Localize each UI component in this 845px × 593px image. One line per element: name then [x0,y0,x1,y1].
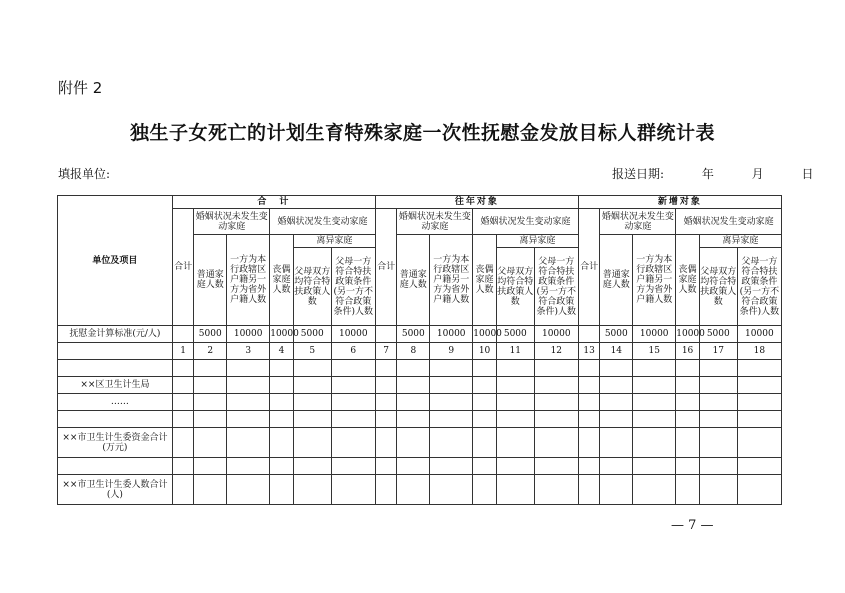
data-cell[interactable] [496,377,534,394]
data-cell[interactable] [699,411,737,428]
data-cell[interactable] [534,377,578,394]
data-cell[interactable] [331,428,375,458]
data-cell[interactable] [194,458,227,475]
data-cell[interactable] [496,411,534,428]
header-single-parent: 父母一方符合特扶政策条件(另一方不符合政策条件)人数 [331,248,375,326]
empty-cell [58,343,173,360]
data-cell[interactable] [578,377,600,394]
data-cell[interactable] [172,411,194,428]
table-row [58,475,782,505]
data-cell[interactable] [293,428,331,458]
data-cell[interactable] [496,458,534,475]
data-cell[interactable] [676,377,700,394]
column-number-cell: 1 [172,343,194,360]
data-cell[interactable] [737,475,781,505]
row-label-header: 单位及项目 [58,196,173,326]
report-date-label: 报送日期: 年 月 日 [612,167,814,181]
standard-value-cell: 10000 [430,326,473,343]
data-cell[interactable] [375,475,397,505]
data-cell[interactable] [534,475,578,505]
data-cell[interactable] [227,475,270,505]
standard-value-cell: 5000 [293,326,331,343]
data-cell[interactable] [578,411,600,428]
data-cell[interactable] [430,394,473,411]
data-cell[interactable] [375,428,397,458]
data-cell[interactable] [633,360,676,377]
data-cell[interactable] [172,475,194,505]
data-cell[interactable] [270,394,294,411]
data-cell[interactable] [578,428,600,458]
data-cell[interactable] [737,377,781,394]
data-cell[interactable] [293,411,331,428]
data-cell[interactable] [172,428,194,458]
data-cell[interactable] [600,475,633,505]
data-cell[interactable] [699,428,737,458]
data-cell[interactable] [699,475,737,505]
standard-value-cell: 10000 [737,326,781,343]
data-cell[interactable] [270,360,294,377]
column-number-cell: 11 [496,343,534,360]
page-title: 独生子女死亡的计划生育特殊家庭一次性抚慰金发放目标人群统计表 [129,122,715,144]
row-label: ××市卫生计生委资金合计(万元) [58,428,173,458]
data-cell[interactable] [270,377,294,394]
header-total: 合计 [375,209,397,326]
column-number-cell: 5 [293,343,331,360]
data-cell[interactable] [633,458,676,475]
data-cell[interactable] [331,360,375,377]
column-number-cell: 13 [578,343,600,360]
group-header-new: 新增对象 [578,196,781,209]
data-cell[interactable] [473,360,497,377]
standard-value-cell: 10000 [473,326,497,343]
data-cell[interactable] [737,458,781,475]
header-both-parents: 父母双方均符合特扶政策人数 [293,248,331,326]
column-number-cell: 10 [473,343,497,360]
data-cell[interactable] [496,475,534,505]
attachment-label: 附件 2 [58,79,103,97]
data-cell[interactable] [600,428,633,458]
data-cell[interactable] [737,360,781,377]
row-label [58,411,173,428]
data-cell[interactable] [430,458,473,475]
data-cell[interactable] [534,394,578,411]
data-cell[interactable] [375,394,397,411]
table-row [58,411,782,428]
data-cell[interactable] [331,394,375,411]
table-row [58,428,782,458]
column-number-cell: 2 [194,343,227,360]
data-cell[interactable] [397,458,430,475]
header-ordinary: 普通家庭人数 [194,235,227,326]
data-cell[interactable] [633,428,676,458]
data-cell[interactable] [676,428,700,458]
data-cell[interactable] [600,394,633,411]
column-number-cell: 9 [430,343,473,360]
data-cell[interactable] [473,428,497,458]
data-cell[interactable] [331,475,375,505]
data-cell[interactable] [633,475,676,505]
header-changed: 婚姻状况发生变动家庭 [270,209,376,235]
data-cell[interactable] [600,458,633,475]
data-cell[interactable] [676,411,700,428]
column-number-cell: 17 [699,343,737,360]
data-cell[interactable] [172,458,194,475]
page-number: — 7 — [671,518,714,533]
data-cell[interactable] [194,394,227,411]
data-cell[interactable] [600,360,633,377]
standard-value-cell: 5000 [496,326,534,343]
data-cell[interactable] [676,394,700,411]
reporting-unit-label: 填报单位: [58,167,111,181]
data-cell[interactable] [534,411,578,428]
table-row [58,394,782,411]
header-widowed: 丧偶家庭人数 [473,235,497,326]
standard-value-cell: 10000 [534,326,578,343]
data-cell[interactable] [293,377,331,394]
data-cell[interactable] [578,475,600,505]
column-number-cell: 12 [534,343,578,360]
header-single-parent: 父母一方符合特扶政策条件(另一方不符合政策条件)人数 [737,248,781,326]
header-one-parent: 一方为本行政辖区户籍另一方为省外户籍人数 [633,235,676,326]
standard-label: 抚慰金计算标准(元/人) [58,326,173,343]
data-cell[interactable] [534,360,578,377]
standard-value-cell: 5000 [600,326,633,343]
column-number-cell: 16 [676,343,700,360]
column-number-cell: 18 [737,343,781,360]
statistics-table [57,195,782,505]
data-cell[interactable] [578,394,600,411]
data-cell[interactable] [397,377,430,394]
data-cell[interactable] [534,428,578,458]
data-cell[interactable] [430,475,473,505]
data-cell[interactable] [600,411,633,428]
header-divorced: 离异家庭 [699,235,781,248]
data-cell[interactable] [534,458,578,475]
header-divorced: 离异家庭 [293,235,375,248]
column-number-cell: 14 [600,343,633,360]
column-number-cell: 8 [397,343,430,360]
row-label [58,458,173,475]
header-widowed: 丧偶家庭人数 [676,235,700,326]
header-changed: 婚姻状况发生变动家庭 [676,209,782,235]
header-unchanged: 婚姻状况未发生变动家庭 [600,209,676,235]
header-one-parent: 一方为本行政辖区户籍另一方为省外户籍人数 [430,235,473,326]
data-cell[interactable] [473,394,497,411]
data-cell[interactable] [194,475,227,505]
data-cell[interactable] [397,428,430,458]
data-cell[interactable] [270,428,294,458]
data-cell[interactable] [270,458,294,475]
standard-value-cell: 5000 [699,326,737,343]
header-total: 合计 [578,209,600,326]
column-number-cell: 6 [331,343,375,360]
header-both-parents: 父母双方均符合特扶政策人数 [496,248,534,326]
data-cell[interactable] [227,360,270,377]
data-cell[interactable] [496,428,534,458]
data-cell[interactable] [194,411,227,428]
data-cell[interactable] [430,377,473,394]
data-cell[interactable] [227,458,270,475]
data-cell[interactable] [194,360,227,377]
row-label: ××市卫生计生委人数合计(人) [58,475,173,505]
header-ordinary: 普通家庭人数 [397,235,430,326]
data-cell[interactable] [699,394,737,411]
column-number-row [58,343,782,360]
data-cell[interactable] [194,428,227,458]
data-cell[interactable] [172,394,194,411]
data-cell[interactable] [473,411,497,428]
data-cell[interactable] [578,360,600,377]
data-cell[interactable] [737,411,781,428]
standard-value-cell: 10000 [331,326,375,343]
table-row [58,360,782,377]
data-cell[interactable] [430,428,473,458]
standard-value-cell: 10000 [227,326,270,343]
data-cell[interactable] [227,428,270,458]
data-cell[interactable] [473,475,497,505]
data-cell[interactable] [676,475,700,505]
data-cell[interactable] [293,458,331,475]
column-number-cell: 4 [270,343,294,360]
table-row [58,458,782,475]
data-cell[interactable] [270,475,294,505]
data-cell[interactable] [293,394,331,411]
header-both-parents: 父母双方均符合特扶政策人数 [699,248,737,326]
header-divorced: 离异家庭 [496,235,578,248]
data-cell[interactable] [375,360,397,377]
data-cell[interactable] [737,394,781,411]
data-cell[interactable] [578,458,600,475]
standard-value-cell: 10000 [676,326,700,343]
data-cell[interactable] [430,360,473,377]
data-cell[interactable] [331,377,375,394]
standard-row [58,326,782,343]
data-cell[interactable] [676,458,700,475]
data-cell[interactable] [600,377,633,394]
data-cell[interactable] [172,377,194,394]
header-widowed: 丧偶家庭人数 [270,235,294,326]
data-cell[interactable] [699,377,737,394]
data-cell[interactable] [633,394,676,411]
data-cell[interactable] [227,411,270,428]
standard-value-cell: 5000 [397,326,430,343]
row-label: …… [58,394,173,411]
data-cell[interactable] [397,394,430,411]
header-unchanged: 婚姻状况未发生变动家庭 [194,209,270,235]
data-cell[interactable] [676,360,700,377]
standard-value-cell [172,326,194,343]
header-total: 合计 [172,209,194,326]
data-cell[interactable] [293,475,331,505]
column-number-cell: 7 [375,343,397,360]
header-unchanged: 婚姻状况未发生变动家庭 [397,209,473,235]
data-cell[interactable] [473,458,497,475]
data-cell[interactable] [227,377,270,394]
data-cell[interactable] [633,377,676,394]
row-label [58,360,173,377]
standard-value-cell: 10000 [633,326,676,343]
data-cell[interactable] [473,377,497,394]
column-number-cell: 3 [227,343,270,360]
data-cell[interactable] [331,458,375,475]
table-row [58,377,782,394]
data-cell[interactable] [375,458,397,475]
data-cell[interactable] [699,360,737,377]
standard-value-cell: 10000 [270,326,294,343]
standard-value-cell [578,326,600,343]
data-cell[interactable] [397,475,430,505]
group-header-previous: 往年对象 [375,196,578,209]
data-cell[interactable] [227,394,270,411]
column-number-cell: 15 [633,343,676,360]
data-cell[interactable] [293,360,331,377]
group-header-total: 合 计 [172,196,375,209]
data-cell[interactable] [496,394,534,411]
header-single-parent: 父母一方符合特扶政策条件(另一方不符合政策条件)人数 [534,248,578,326]
data-cell[interactable] [270,411,294,428]
data-cell[interactable] [633,411,676,428]
data-cell[interactable] [430,411,473,428]
data-cell[interactable] [397,360,430,377]
data-cell[interactable] [699,458,737,475]
data-cell[interactable] [375,377,397,394]
data-cell[interactable] [194,377,227,394]
data-cell[interactable] [496,360,534,377]
standard-value-cell [375,326,397,343]
header-changed: 婚姻状况发生变动家庭 [473,209,579,235]
header-one-parent: 一方为本行政辖区户籍另一方为省外户籍人数 [227,235,270,326]
data-cell[interactable] [172,360,194,377]
data-cell[interactable] [375,411,397,428]
standard-value-cell: 5000 [194,326,227,343]
row-label: ××区卫生计生局 [58,377,173,394]
data-cell[interactable] [397,411,430,428]
header-ordinary: 普通家庭人数 [600,235,633,326]
data-cell[interactable] [737,428,781,458]
data-cell[interactable] [331,411,375,428]
